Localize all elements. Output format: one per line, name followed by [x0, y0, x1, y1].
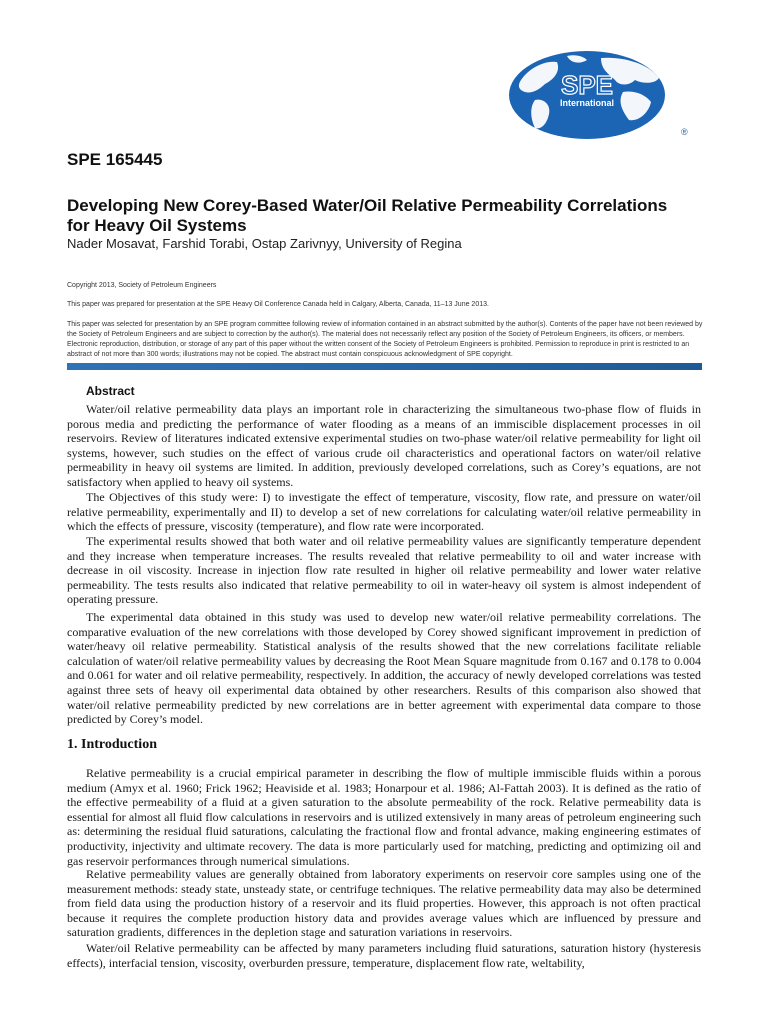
abstract-paragraph: The experimental results showed that both water and oil relative permeability values are significantly temperature dependent and they increase when temperature increases. The results revealed that relative permeability to oil and water increase with decrease in oil viscosity. Increase in injection flow rate resulted in higher oil relative permeability and lower water relative permeability. The tests results also indicated that relative permeability to oil in water-heavy oil system is almost independent of operating pressure.: [67, 534, 701, 607]
introduction-heading: 1. Introduction: [67, 737, 157, 752]
introduction-paragraph: Water/oil Relative permeability can be affected by many parameters including fluid saturations, saturation history (hysteresis effects), interfacial tension, viscosity, overburden pressure, temperature, displacement flow rate, weltability,: [67, 941, 701, 970]
copyright-notice: Copyright 2013, Society of Petroleum Engineers: [67, 282, 217, 289]
paper-number: SPE 165445: [67, 150, 163, 169]
registered-mark: ®: [681, 127, 688, 137]
presentation-notice: This paper was prepared for presentation at the SPE Heavy Oil Conference Canada held in Calgary, Alberta, Canada, 11–13 June 2013.: [67, 301, 489, 308]
logo-brand-text: SPE: [560, 70, 614, 100]
header-divider: [67, 363, 702, 370]
paper-authors: Nader Mosavat, Farshid Torabi, Ostap Zarivnyy, University of Regina: [67, 236, 462, 251]
abstract-paragraph: Water/oil relative permeability data plays an important role in characterizing the simultaneous two-phase flow of fluids in porous media and predicting the performance of water flooding as a means of an immiscible displacement processes in oil reservoirs. Review of literatures indicated extensive experimental studies on two-phase water/oil relative permeability for light oil systems, however, such studies on the effect of various crude oil characteristics and operational factors on water/oil relative permeability in heavy oil systems are limited. In addition, previously developed correlations, such as Corey’s equations, are not satisfactory when applied to heavy oil systems.: [67, 402, 701, 489]
abstract-paragraph: The Objectives of this study were: I) to investigate the effect of temperature, viscosity, flow rate, and pressure on water/oil relative permeability, experimentally and II) to develop a set of new correlations for calculating water/oil relative permeability in which the effects of pressure, viscosity (temperature), and flow rate were incorporated.: [67, 490, 701, 534]
spe-international-logo: [505, 50, 697, 140]
disclaimer-notice: This paper was selected for presentation by an SPE program committee following review of information contained in an abstract submitted by the author(s). Contents of the paper have not been reviewed by the Society of Petroleum Engineers and are subject to correction by the author(s). The material does not necessarily reflect any position of the Society of Petroleum Engineers, its officers, or members. Electronic reproduction, distribution, or storage of any part of this paper without the written consent of the Society of Petroleum Engineers is prohibited. Permission to reproduce in print is restricted to an abstract of not more than 300 words; illustrations may not be copied. The abstract must contain conspicuous acknowledgment of SPE copyright.: [67, 321, 703, 358]
introduction-paragraph: Relative permeability is a crucial empirical parameter in describing the flow of multiple immiscible fluids within a porous medium (Amyx et al. 1960; Frick 1962; Heaviside et al. 1983; Honarpour et al. 1986; Al-Fattah 2003). It is defined as the ratio of the effective permeability of a fluid at a given saturation to the absolute permeability of the rock. Relative permeability data is essential for almost all fluid flow calculations in reservoirs and is utilized extensively in many areas of petroleum engineering such as: determining the residual fluid saturations, calculating the fractional flow and frontal advance, making engineering estimates of productivity, injectivity and ultimate recovery. The data is more particularly used for matching, predicting and optimizing oil and gas reservoir performances through numerical simulations.: [67, 766, 701, 868]
abstract-heading: Abstract: [86, 384, 135, 398]
paper-title: Developing New Corey-Based Water/Oil Relative Permeability Correlations for Heavy Oil Systems: [67, 196, 668, 235]
logo-sub-text: International: [559, 98, 615, 108]
abstract-paragraph: The experimental data obtained in this study was used to develop new water/oil relative permeability correlations. The comparative evaluation of the new correlations with those developed by Corey showed significant improvement in prediction of water/heavy oil relative permeability. Statistical analysis of the results showed that the new correlations facilitate reliable calculation of water/oil relative permeability values by decreasing the Root Mean Square magnitude from 0.167 and 0.178 to 0.004 and 0.061 for water and oil relative permeability, respectively. In addition, the accuracy of newly developed correlations was tested against three sets of heavy oil experimental data obtained by other researchers. Results of this comparison also showed that water/oil relative permeability predicted by new correlations are in better agreement with experimental data compare to those predicted by Corey’s model.: [67, 610, 701, 727]
introduction-paragraph: Relative permeability values are generally obtained from laboratory experiments on reservoir core samples using one of the measurement methods: steady state, unsteady state, or centrifuge techniques. The relative permeability data may also be determined from field data using the production history of a reservoir and its fluid properties. However, this approach is not often practical because it requires the complete production history data and provides average values which are influenced by pressure and saturation gradients, differences in the depletion stage and saturation variations in reservoirs.: [67, 867, 701, 940]
